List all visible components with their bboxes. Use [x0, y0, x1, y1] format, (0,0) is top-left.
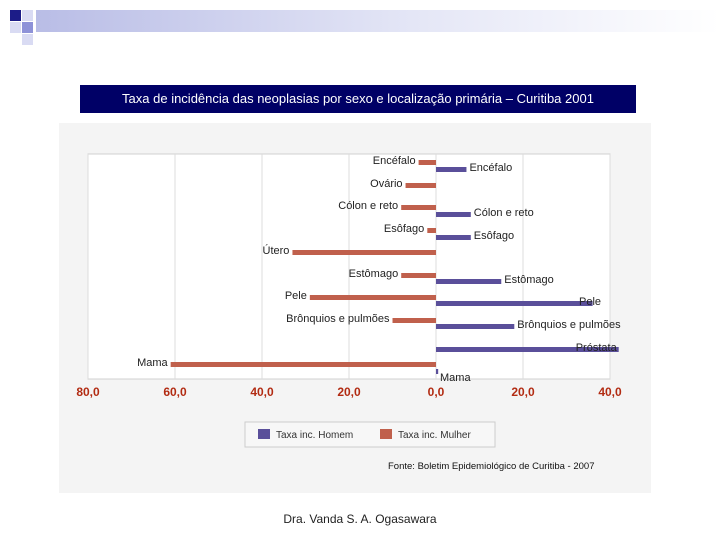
bar-homem: [436, 279, 501, 284]
x-tick-label: 60,0: [163, 385, 187, 399]
legend-swatch-mulher: [380, 429, 392, 439]
corner-square-3: [22, 10, 33, 21]
bar-mulher: [171, 362, 436, 367]
bar-mulher: [401, 273, 436, 278]
bar-label-homem: Esôfago: [473, 230, 515, 242]
x-tick-label: 0,0: [427, 385, 445, 399]
bar-mulher: [401, 205, 436, 210]
bar-mulher: [292, 250, 436, 255]
bar-label-homem: Pele: [579, 296, 602, 308]
bar-homem: [436, 301, 593, 306]
chart-figure: [59, 123, 651, 493]
bar-mulher: [419, 160, 436, 165]
x-tick-label: 20,0: [337, 385, 361, 399]
top-gradient-bar: [36, 10, 720, 32]
bar-label-homem: Mama: [440, 372, 471, 384]
bar-homem: [436, 167, 466, 172]
author-footer: Dra. Vanda S. A. Ogasawara: [283, 512, 437, 526]
bar-label-mulher: Brônquios e pulmões: [286, 313, 390, 325]
bar-label-mulher: Ovário: [370, 178, 403, 190]
bar-mulher: [393, 318, 437, 323]
bar-label-mulher: Cólon e reto: [338, 200, 399, 212]
legend-swatch-homem: [258, 429, 270, 439]
x-tick-label: 40,0: [598, 385, 622, 399]
corner-square-2: [22, 22, 33, 33]
bar-label-homem: Próstata: [575, 342, 617, 354]
bar-mulher: [406, 183, 436, 188]
legend-label-mulher: Taxa inc. Mulher: [398, 430, 471, 441]
legend-label-homem: Taxa inc. Homem: [276, 430, 354, 441]
bar-label-mulher: Estômago: [348, 268, 399, 280]
bar-homem: [436, 235, 471, 240]
source-note: Fonte: Boletim Epidemiológico de Curitiba - 2007: [388, 461, 595, 472]
corner-square-5: [22, 34, 33, 45]
bar-mulher: [310, 295, 436, 300]
slide-title: Taxa de incidência das neoplasias por sexo e localização primária – Curitiba 2001: [80, 85, 636, 113]
x-tick-label: 40,0: [250, 385, 274, 399]
bar-label-mulher: Pele: [284, 290, 307, 302]
bar-label-mulher: Encéfalo: [372, 155, 416, 167]
bar-label-homem: Cólon e reto: [473, 207, 534, 219]
bar-mulher: [427, 228, 436, 233]
bar-homem: [436, 324, 514, 329]
corner-square-4: [10, 22, 21, 33]
bar-label-mulher: Útero: [262, 245, 290, 257]
bar-label-mulher: Esôfago: [383, 223, 425, 235]
bar-homem: [436, 369, 438, 374]
x-tick-label: 20,0: [511, 385, 535, 399]
x-tick-label: 80,0: [76, 385, 100, 399]
butterfly-bar-chart: [59, 123, 651, 493]
bar-label-mulher: Mama: [137, 357, 168, 369]
bar-homem: [436, 212, 471, 217]
bar-label-homem: Encéfalo: [469, 162, 513, 174]
corner-square-1: [10, 10, 21, 21]
bar-label-homem: Brônquios e pulmões: [517, 319, 621, 331]
bar-label-homem: Estômago: [504, 274, 554, 286]
